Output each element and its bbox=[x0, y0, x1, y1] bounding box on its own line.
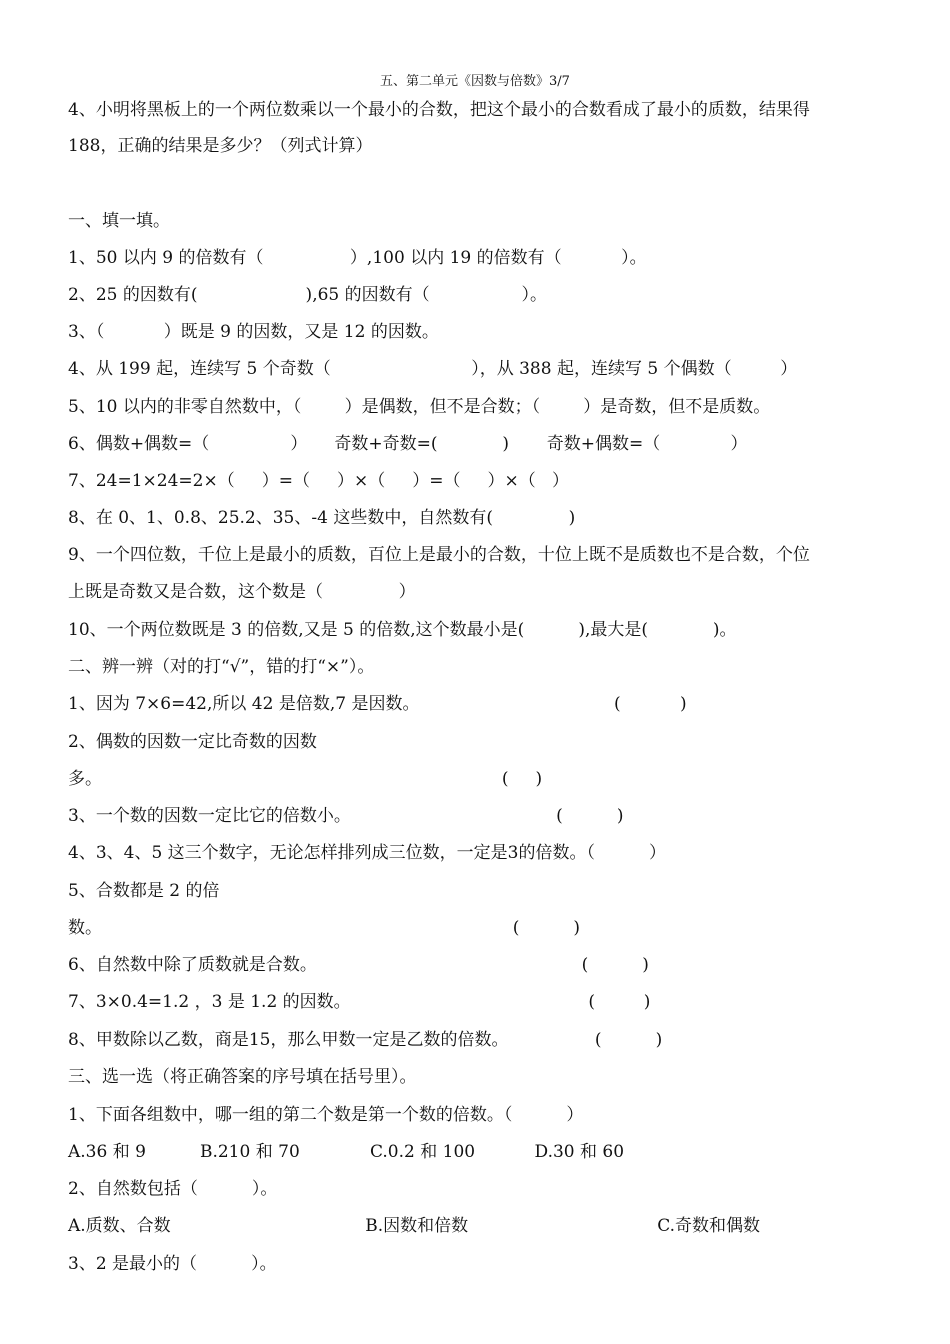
fill-q5: 5、10 以内的非零自然数中，（ ）是偶数，但不是合数；（ ）是奇数，但不是质数。 bbox=[68, 397, 771, 417]
fill-q6: 6、偶数+偶数=（ ） 奇数+奇数=( ) 奇数+偶数=（ ） bbox=[68, 434, 748, 454]
section-judge-title: 二、辨一辨（对的打“√”，错的打“×”）。 bbox=[68, 657, 375, 677]
judge-q3: 3、一个数的因数一定比它的倍数小。 ( ) bbox=[68, 806, 624, 826]
fill-q10: 10、一个两位数既是 3 的倍数,又是 5 的倍数,这个数最小是( ),最大是( )。 bbox=[68, 620, 737, 640]
question-4-line2: 188，正确的结果是多少？（列式计算） bbox=[68, 136, 373, 156]
fill-q2: 2、25 的因数有( ),65 的因数有（ ）。 bbox=[68, 285, 547, 305]
judge-q2-line2: 多。 ( ) bbox=[68, 769, 543, 789]
fill-q1: 1、50 以内 9 的倍数有（ ）,100 以内 19 的倍数有（ ）。 bbox=[68, 248, 647, 268]
question-4-line1: 4、小明将黑板上的一个两位数乘以一个最小的合数，把这个最小的合数看成了最小的质数，结果得 bbox=[68, 100, 810, 120]
judge-q4: 4、3、4、5 这三个数字，无论怎样排列成三位数，一定是3的倍数。（ ） bbox=[68, 843, 667, 863]
fill-q8: 8、在 0、1、0.8、25.2、35、-4 这些数中，自然数有( ) bbox=[68, 508, 576, 528]
page-header: 五、第二单元《因数与倍数》3/7 bbox=[380, 74, 570, 89]
fill-q3: 3、（ ）既是 9 的因数，又是 12 的因数。 bbox=[68, 322, 439, 342]
fill-q4: 4、从 199 起，连续写 5 个奇数（ ），从 388 起，连续写 5 个偶数（ ） bbox=[68, 359, 798, 379]
judge-q2-line1: 2、偶数的因数一定比奇数的因数 bbox=[68, 732, 317, 752]
judge-q7: 7、3×0.4=1.2 ，3 是 1.2 的因数。 ( ) bbox=[68, 992, 651, 1012]
judge-q6: 6、自然数中除了质数就是合数。 ( ) bbox=[68, 955, 649, 975]
fill-q9-line2: 上既是奇数又是合数，这个数是（ ） bbox=[68, 582, 416, 602]
judge-q8: 8、甲数除以乙数，商是15，那么甲数一定是乙数的倍数。 ( ) bbox=[68, 1030, 663, 1050]
section-fill-title: 一、填一填。 bbox=[68, 211, 170, 231]
choose-q2-options: A.质数、合数 B.因数和倍数 C.奇数和偶数 bbox=[68, 1216, 761, 1236]
fill-q7: 7、24=1×24=2×（ ）=（ ）×（ ）=（ ）×（ ） bbox=[68, 471, 569, 491]
section-choose-title: 三、选一选（将正确答案的序号填在括号里）。 bbox=[68, 1067, 417, 1087]
choose-q1-options: A.36 和 9 B.210 和 70 C.0.2 和 100 D.30 和 60 bbox=[68, 1142, 625, 1162]
choose-q3: 3、2 是最小的（ ）。 bbox=[68, 1254, 277, 1274]
judge-q5-line1: 5、合数都是 2 的倍 bbox=[68, 881, 220, 901]
choose-q1: 1、下面各组数中，哪一组的第二个数是第一个数的倍数。（ ） bbox=[68, 1105, 584, 1125]
fill-q9-line1: 9、一个四位数，千位上是最小的质数，百位上是最小的合数，十位上既不是质数也不是合数，个位 bbox=[68, 545, 810, 565]
judge-q1: 1、因为 7×6=42,所以 42 是倍数,7 是因数。 ( ) bbox=[68, 694, 687, 714]
choose-q2: 2、自然数包括（ ）。 bbox=[68, 1179, 278, 1199]
judge-q5-line2: 数。 ( ) bbox=[68, 918, 580, 938]
